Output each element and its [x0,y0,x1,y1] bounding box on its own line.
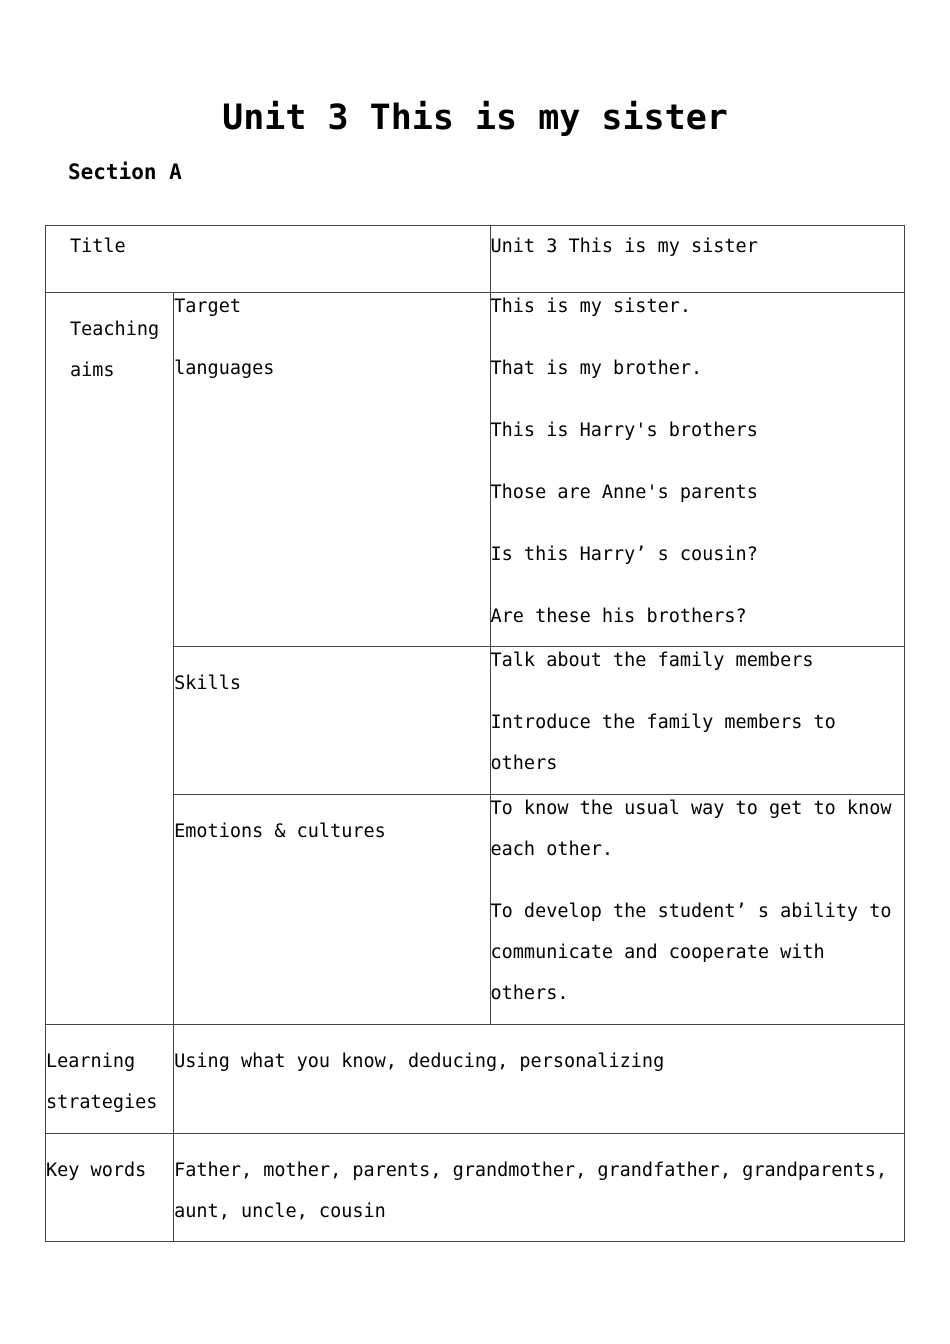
target-languages-label-line-2: languages [174,358,275,379]
key-words-value-line-1: Father, mother, parents, grandmother, grandfather, grandparents, [174,1160,887,1181]
skills-list-cell [490,647,904,795]
skills-label-cell [174,647,490,795]
key-words-label: Key words [46,1160,147,1181]
emotions-item-line: others. [490,983,569,1004]
emotions-item-line: To know the usual way to get to know [490,798,892,819]
title-label-cell [46,226,491,293]
skills-label: Skills [174,673,241,694]
teaching-aims-label-line-2: aims [70,360,115,381]
skills-item-line: Introduce the family members to [490,712,836,733]
target-language-item: This is Harry's brothers [490,420,758,441]
key-words-label-cell [46,1134,174,1242]
emotions-item-line: communicate and cooperate with [490,942,825,963]
title-value-cell [490,226,904,293]
key-words-row [46,1134,905,1242]
emotions-item-line: each other. [490,839,614,860]
teaching-aims-label-line-1: Teaching [70,319,160,340]
target-language-item: Is this Harry’ s cousin? [490,544,758,565]
key-words-value-line-2: aunt, uncle, cousin [174,1201,386,1222]
target-languages-row [46,293,905,647]
learning-strategies-label-cell [46,1025,174,1134]
target-languages-list-cell [490,293,904,647]
teaching-aims-cell [46,293,174,1025]
title-row [46,226,905,293]
skills-item-line: Talk about the family members [490,650,814,671]
emotions-item-line: To develop the student’ s ability to [490,901,892,922]
lesson-plan-table [45,225,905,1242]
learning-strategies-value: Using what you know, deducing, personalizing [174,1051,665,1072]
title-value: Unit 3 This is my sister [490,236,758,257]
title-label: Title [70,236,126,257]
document-title: Unit 3 This is my sister [222,98,728,138]
target-language-item: Those are Anne's parents [490,482,758,503]
emotions-label-cell [174,795,490,1025]
target-languages-label-line-1: Target [174,296,241,317]
target-language-item: This is my sister. [490,296,691,317]
emotions-label: Emotions & cultures [174,821,386,842]
target-languages-label-cell [174,293,490,647]
learning-strategies-label-line-1: Learning [46,1051,136,1072]
section-heading: Section A [68,160,182,184]
learning-strategies-value-cell [174,1025,905,1134]
skills-row [46,647,905,795]
learning-strategies-row [46,1025,905,1134]
skills-item-line: others [490,753,558,774]
emotions-list-cell [490,795,904,1025]
key-words-value-cell [174,1134,905,1242]
emotions-row [46,795,905,1025]
learning-strategies-label-line-2: strategies [46,1092,158,1113]
target-language-item: That is my brother. [490,358,703,379]
target-language-item: Are these his brothers? [490,606,747,627]
